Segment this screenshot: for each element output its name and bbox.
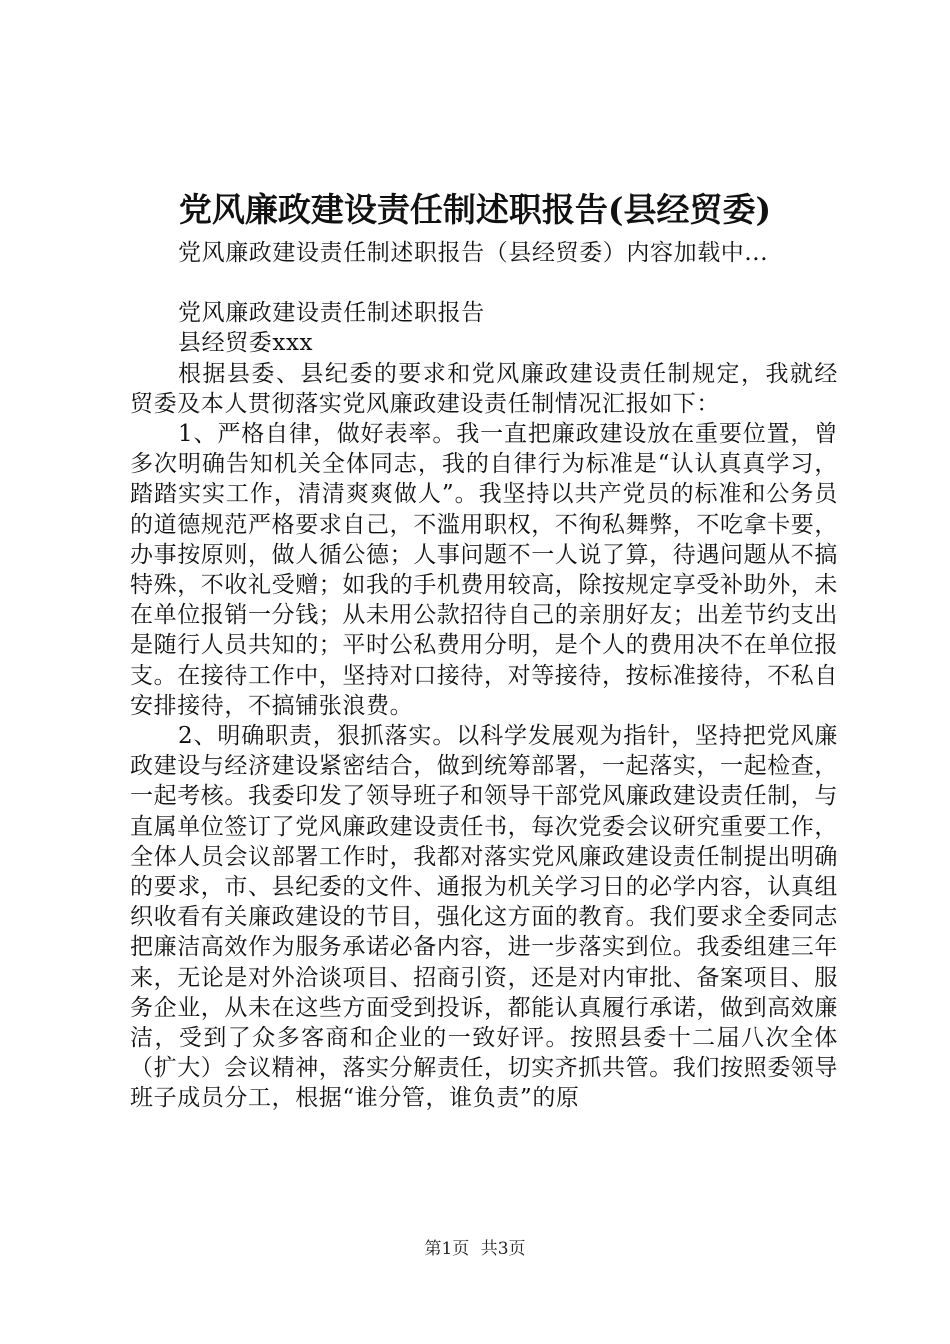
- document-title: 党风廉政建设责任制述职报告(县经贸委): [178, 190, 772, 229]
- report-author: 县经贸委xxx: [178, 330, 314, 357]
- page-footer: 第1页 共3页: [424, 1239, 526, 1259]
- blank-line: [130, 268, 838, 298]
- loading-note: 党风廉政建设责任制述职报告（县经贸委）内容加载中...: [178, 240, 769, 266]
- document-body: [130, 238, 838, 1114]
- paragraph-intro: 根据县委、县纪委的要求和党风廉政建设责任制规定，我就经贸委及本人贯彻落实党风廉政建设责任制情况汇报如下：: [130, 360, 838, 417]
- paragraph-responsibilities: 2、明确职责，狠抓落实。以科学发展观为指针，坚持把党风廉政建设与经济建设紧密结合，做到统筹部署，一起落实，一起检查，一起考核。我委印发了领导班子和领导干部党风廉政建设责任制，与直属单位签订了党风廉政建设责任书，每次党委会议研究重要工作，全体人员会议部署工作时，我都对落实党风廉政建设责任制提出明确的要求，市、县纪委的文件、通报为机关学习日的必学内容，认真组织收看有关廉政建设的节目，强化这方面的教育。我们要求全委同志把廉洁高效作为服务承诺必备内容，进一步落实到位。我委组建三年来，无论是对外洽谈项目、招商引资，还是对内审批、备案项目、服务企业，从未在这些方面受到投诉，都能认真履行承诺，做到高效廉洁，受到了众多客商和企业的一致好评。按照县委十二届八次全体（扩大）会议精神，落实分解责任，切实齐抓共管。我们按照委领导班子成员分工，根据“谁分管，谁负责”的原: [130, 723, 838, 1112]
- paragraph-self-discipline: 1、严格自律，做好表率。我一直把廉政建设放在重要位置，曾多次明确告知机关全体同志，我的自律行为标准是“认认真真学习，踏踏实实工作，清清爽爽做人”。我坚持以共产党员的标准和公务员的道德规范严格要求自己，不滥用职权，不徇私舞弊，不吃拿卡要，办事按原则，做人循公德；人事问题不一人说了算，待遇问题从不搞特殊，不收礼受赠；如我的手机费用较高，除按规定享受补助外，未在单位报销一分钱；从未用公款招待自己的亲朋好友；出差节约支出是随行人员共知的；平时公私费用分明，是个人的费用决不在单位报支。在接待工作中，坚持对口接待，对等接待，按标准接待，不私自安排接待，不搞铺张浪费。: [130, 421, 838, 719]
- report-subtitle: 党风廉政建设责任制述职报告: [178, 300, 485, 327]
